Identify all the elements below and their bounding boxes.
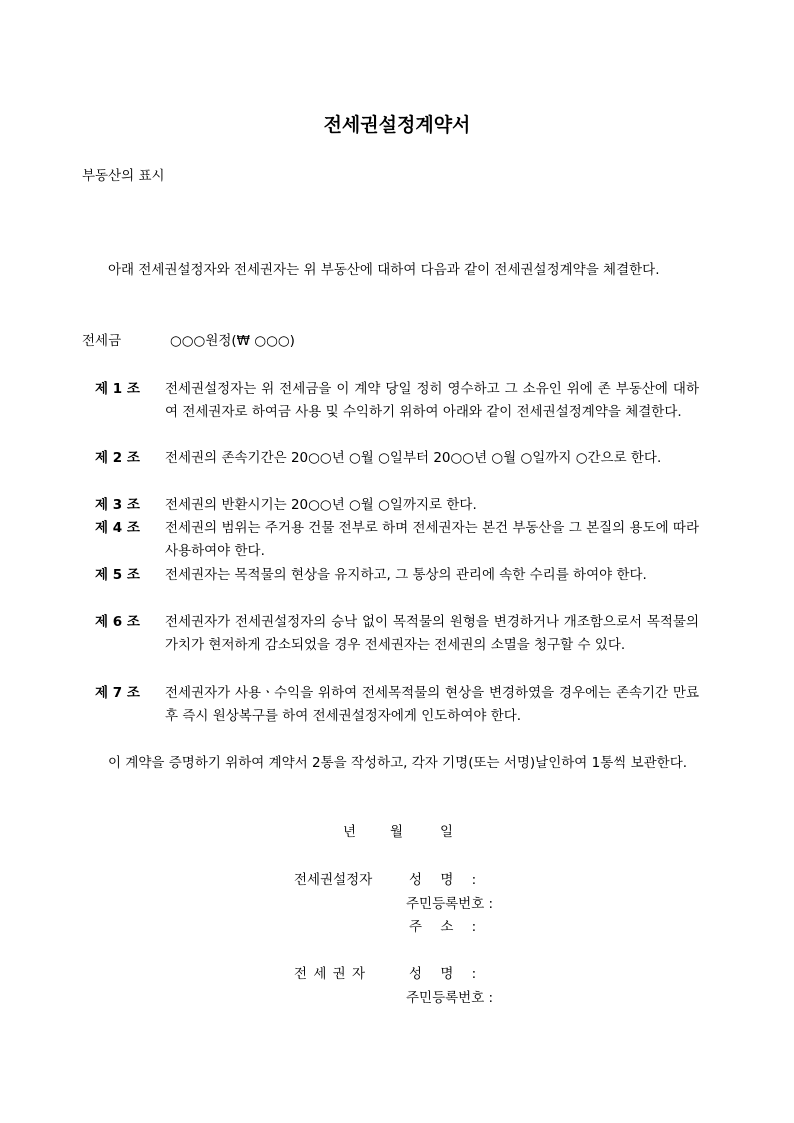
article-4 xyxy=(95,517,699,563)
intro-paragraph: 아래 전세권설정자와 전세권자는 위 부동산에 대하여 다음과 같이 전세권설정계약을 체결한다. xyxy=(108,262,660,278)
article-text: 전세권자는 목적물의 현상을 유지하고, 그 통상의 관리에 속한 수리를 하여야 한다. xyxy=(165,567,647,583)
date-month: 월 xyxy=(390,824,404,840)
article-label: 제 6 조 xyxy=(95,614,140,630)
property-label: 부동산의 표시 xyxy=(82,168,165,184)
holder-name-label: 성 명 : xyxy=(409,966,477,982)
article-1 xyxy=(95,378,699,424)
article-text: 전세권의 반환시기는 20○○년 ○월 ○일까지로 한다. xyxy=(165,497,477,513)
article-text: 전세권의 존속기간은 20○○년 ○월 ○일부터 20○○년 ○월 ○일까지 ○간으로 한다. xyxy=(165,450,662,466)
article-text: 전세권자가 사용ㆍ수익을 위하여 전세목적물의 현상을 변경하였을 경우에는 존속기간 만료 후 즉시 원상복구를 하여 전세권설정자에게 인도하여야 한다. xyxy=(165,685,699,724)
article-label: 제 5 조 xyxy=(95,567,140,583)
article-label: 제 4 조 xyxy=(95,520,140,536)
article-5 xyxy=(95,564,699,587)
document-title: 전세권설정계약서 xyxy=(323,114,471,136)
article-label: 제 2 조 xyxy=(95,450,140,466)
article-text: 전세권설정자는 위 전세금을 이 계약 당일 정히 영수하고 그 소유인 위에 존 부동산에 대하여 전세권자로 하여금 사용 및 수익하기 위하여 아래와 같이 전세권설정계약을 체결한다. xyxy=(165,381,699,420)
deposit-label: 전세금 xyxy=(82,333,122,349)
article-7 xyxy=(95,682,699,728)
article-label: 제 7 조 xyxy=(95,685,140,701)
deposit-value: ○○○원정(₩ ○○○) xyxy=(170,333,295,349)
closing-paragraph: 이 계약을 증명하기 위하여 계약서 2통을 작성하고, 각자 기명(또는 서명)날인하여 1통씩 보관한다. xyxy=(108,755,688,771)
grantor-address-label: 주 소 : xyxy=(409,919,477,935)
grantor-role: 전세권설정자 xyxy=(294,872,373,888)
article-text: 전세권자가 전세권설정자의 승낙 없이 목적물의 원형을 변경하거나 개조함으로서 목적물의 가치가 현저하게 감소되었을 경우 전세권자는 전세권의 소멸을 청구할 수 있다. xyxy=(165,614,699,653)
article-2 xyxy=(95,447,699,470)
grantor-name-label: 성 명 : xyxy=(409,872,477,888)
article-label: 제 3 조 xyxy=(95,497,140,513)
holder-role: 전 세 권 자 xyxy=(294,966,367,982)
holder-id-label: 주민등록번호 : xyxy=(406,990,494,1006)
date-day: 일 xyxy=(440,824,454,840)
article-3 xyxy=(95,494,699,517)
grantor-id-label: 주민등록번호 : xyxy=(406,896,494,912)
article-text: 전세권의 범위는 주거용 건물 전부로 하며 전세권자는 본건 부동산을 그 본질의 용도에 따라 사용하여야 한다. xyxy=(165,520,700,559)
article-label: 제 1 조 xyxy=(95,381,140,397)
date-year: 년 xyxy=(343,824,357,840)
article-6 xyxy=(95,611,699,657)
